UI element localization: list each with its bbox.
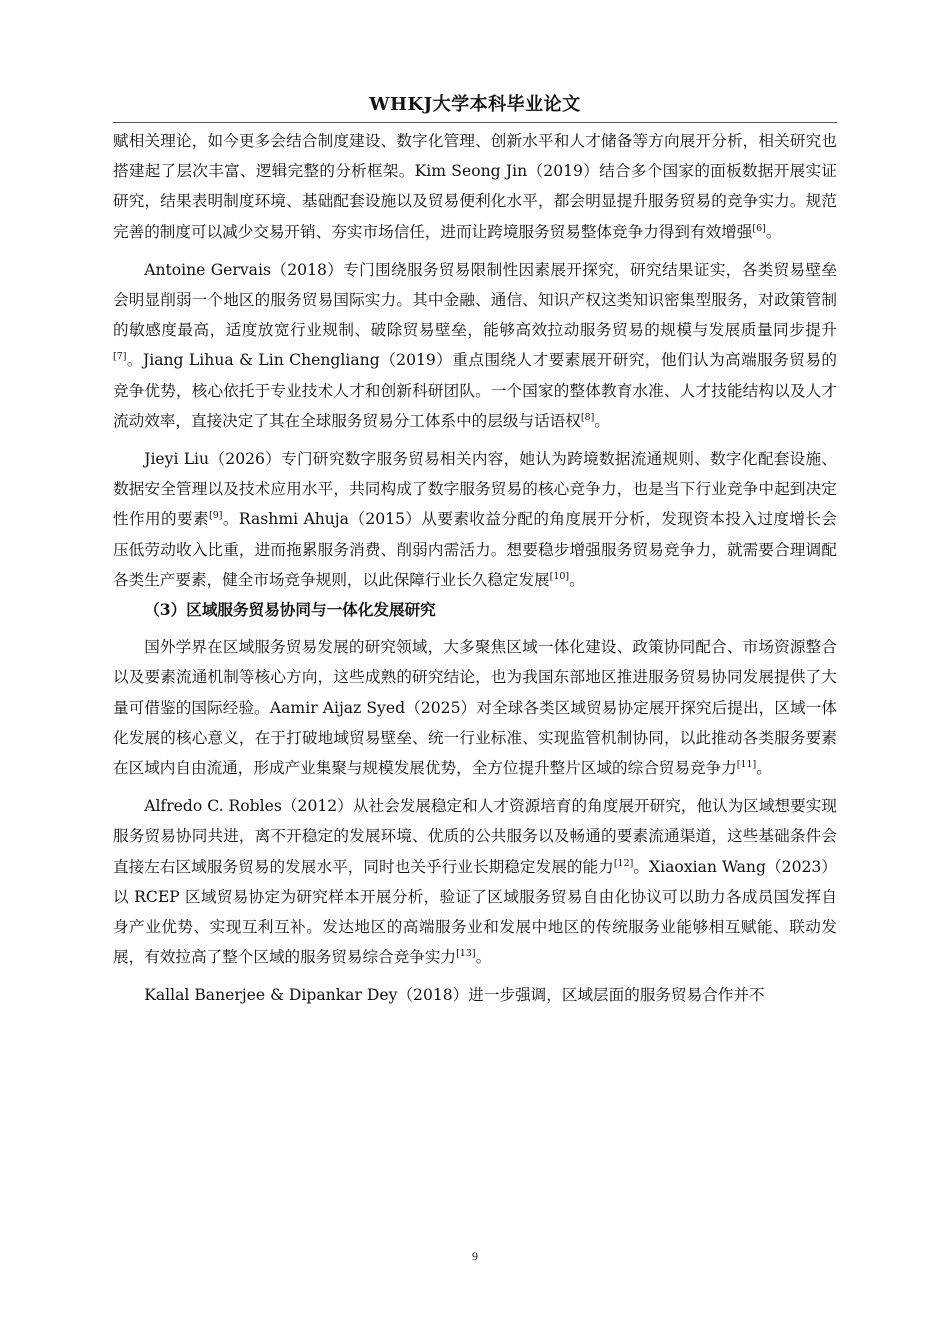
paragraph-text: Kallal Banerjee & Dipankar Dey（2018）进一步强调，区域层面的服务贸易合作并不 [144,986,765,1005]
citation: [8] [580,411,595,423]
paragraph [113,791,837,972]
paragraph [113,126,837,247]
citation: [13] [456,948,476,960]
paragraph-text: Jieyi Liu（2026）专门研究数字服务贸易相关内容，她认为跨境数据流通规则、数字化配套设施、数据安全管理以及技术应用水平，共同构成了数字服务贸易的核心竞争力，也是当下行业竞争中起到决定性作用的要素 [113,450,837,529]
paragraph [113,444,837,595]
citation: [7] [113,351,127,363]
citation: [12] [613,857,634,869]
header-divider [113,122,837,123]
paragraph-end: 。 [756,759,772,778]
paragraph [113,632,837,783]
paragraph-text: 。Xiaoxian Wang（2023）以 RCEP 区域贸易协定为研究样本开展分析，验证了区域服务贸易自由化协议可以助力各成员国发挥自身产业优势、实现互利互补。发达地区的高端服务业和发展中地区的传统服务业能够相互赋能、联动发展，有效拉高了整个区域的服务贸易综合竞争实力 [113,857,837,967]
citation: [6] [752,222,766,234]
paragraph-text: Antoine Gervais（2018）专门围绕服务贸易限制性因素展开探究，研究结果证实，各类贸易壁垒会明显削弱一个地区的服务贸易国际实力。其中金融、通信、知识产权这类知识密集型服务，对政策管制的敏感度最高，适度放宽行业规制、破除贸易壁垒，能够高效拉动服务贸易的规模与发展质量同步提升 [113,260,837,340]
page-header-title: WHKJ大学本科毕业论文 [369,94,581,115]
paragraph-end: 。 [594,411,610,430]
paragraph [113,255,837,436]
paragraph-end: 。 [569,570,585,589]
paragraph-end: 。 [765,222,782,241]
paragraph [113,980,837,1010]
paragraph-text: Alfredo C. Robles（2012）从社会发展稳定和人才资源培育的角度展开研究，他认为区域想要实现服务贸易协同共进，离不开稳定的发展环境、优质的公共服务以及畅通的要素流通渠道，这些基础条件会直接左右区域服务贸易的发展水平，同时也关乎行业长期稳定发展的能力 [113,797,837,876]
page-number: 9 [472,1249,478,1263]
paragraph-end: 。 [475,948,492,967]
citation: [11] [736,759,757,771]
citation: [10] [549,570,570,582]
paragraph-text: 国外学界在区域服务贸易发展的研究领域，大多聚焦区域一体化建设、政策协同配合、市场资源整合以及要素流通机制等核心方向，这些成熟的研究结论，也为我国东部地区推进服务贸易协同发展提供了大量可借鉴的国际经验。Aamir Aijaz Syed（2025）对全球各类区域贸易协定展开探究后提出，区域一体化发展的核心意义，在于打破地域贸易壁垒、统一行业标准、实现监管机制协同，以此推动各类服务要素在区域内自由流通，形成产业集聚与规模发展优势，全方位提升整片区域的综合贸易竞争力 [113,638,837,778]
paragraph-text: 。Rashmi Ahuja（2015）从要素收益分配的角度展开分析，发现资本投入过度增长会压低劳动收入比重，进而拖累服务消费、削弱内需活力。想要稳步增强服务贸易竞争力，就需要合理调配各类生产要素，健全市场竞争规则，以此保障行业长久稳定发展 [113,510,837,589]
citation: [9] [209,510,223,522]
body-text [113,126,837,1011]
section-subheading: （3）区域服务贸易协同与一体化发展研究 [144,600,436,620]
paragraph-text: 。Jiang Lihua & Lin Chengliang（2019）重点围绕人才要素展开研究，他们认为高端服务贸易的竞争优势，核心依托于专业技术人才和创新科研团队。一个国家的整体教育水准、人才技能结构以及人才流动效率，直接决定了其在全球服务贸易分工体系中的层级与话语权 [113,351,837,430]
paragraph-text: 赋相关理论，如今更多会结合制度建设、数字化管理、创新水平和人才储备等方向展开分析，相关研究也搭建起了层次丰富、逻辑完整的分析框架。Kim Seong Jin（2019）结合多个国家的面板数据开展实证研究，结果表明制度环境、基础配套设施以及贸易便利化水平，都会明显提升服务贸易的竞争实力。规范完善的制度可以减少交易开销、夯实市场信任，进而让跨境服务贸易整体竞争力得到有效增强 [113,132,837,241]
